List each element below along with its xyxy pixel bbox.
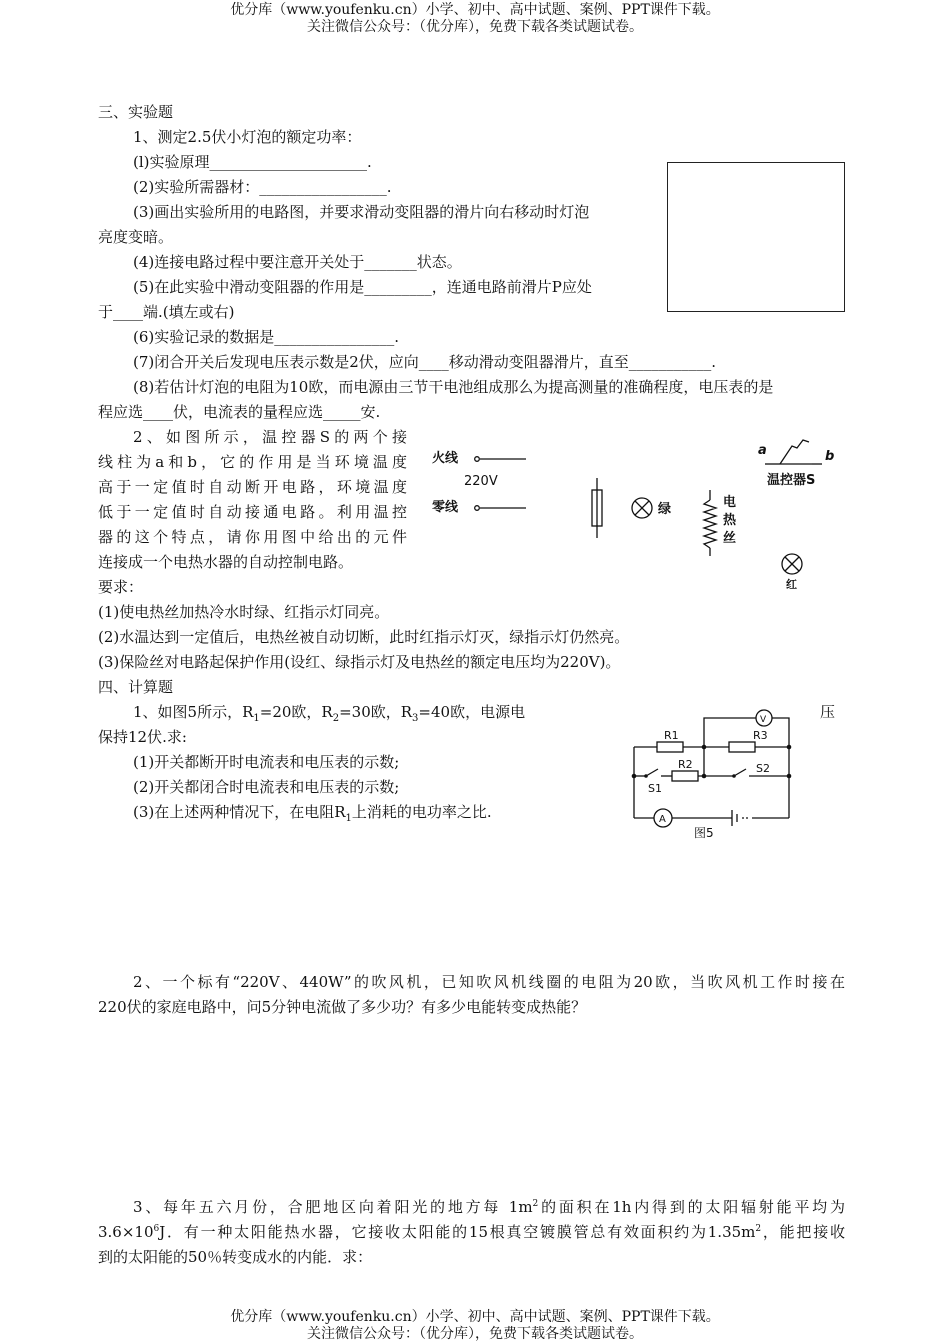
switch-s2	[734, 769, 746, 776]
calc-q1-line-2: 保持12伏.求:	[98, 728, 187, 746]
calc-q1-line-1-tail: 压	[820, 703, 836, 721]
thermostat-label: 温控器S	[767, 473, 816, 488]
heater-label-2: 热	[723, 513, 737, 528]
footer-line-1: 优分库（www.youfenku.cn）小学、初中、高中试题、案例、PPT课件下载。	[230, 1309, 720, 1325]
terminal-b-label: b	[825, 449, 835, 464]
voltmeter-label: V	[760, 715, 767, 725]
section-4-title: 四、计算题	[98, 678, 174, 696]
r3-label: R3	[753, 729, 768, 742]
q2-requirement-2: (2)水温达到一定值后，电热丝被自动切断，此时红指示灯灭，绿指示灯仍然亮。	[98, 628, 630, 646]
q1-part-8a: (8)若估计灯泡的电阻为10欧，而电源由三节干电池组成那么为提高测量的准确程度，电压表的是	[133, 378, 774, 396]
calc-q1-line-1: 1、如图5所示，$R_1=20$欧，$R_2=30$欧，$R_3=40$欧，电源电	[133, 703, 526, 724]
neutral-terminal	[475, 506, 480, 511]
heater-label-3: 丝	[723, 531, 737, 546]
terminal-a-label: a	[758, 443, 767, 458]
q1-part-5b: 于____端.(填左或右)	[98, 303, 235, 321]
green-lamp-label: 绿	[658, 502, 672, 517]
figure-5-circuit	[622, 706, 802, 848]
footer-line-2: 关注微信公众号：（优分库），免费下载各类试题试卷。	[307, 1326, 643, 1342]
section-3-title: 三、实验题	[98, 103, 174, 121]
q1-part-3a: (3)画出实验所用的电路图，并要求滑动变阻器的滑片向右移动时灯泡	[133, 203, 590, 221]
live-wire-label: 火线	[432, 451, 459, 466]
q1-part-3b: 亮度变暗。	[98, 228, 174, 246]
q1-title: 1、测定2.5伏小灯泡的额定功率：	[133, 128, 362, 146]
q1-part-6: (6)实验记录的数据是________________.	[133, 328, 400, 346]
resistor-r3	[729, 742, 755, 752]
calc-q3-line-1: 3、每年五六月份，合肥地区向着阳光的地方每 $1m^2$的面积在1h内得到的太阳辐射能平均为	[133, 1198, 845, 1216]
s1-label: S1	[648, 782, 662, 795]
red-lamp-icon	[782, 554, 802, 574]
r1-label: R1	[664, 729, 679, 742]
calc-q2-line-1: 2、一个标有“220V、440W”的吹风机，已知吹风机线圈的电阻为20欧，当吹风机工作时接在	[133, 973, 845, 991]
calc-q3-line-2: $3.6\times 10^6J$．有一种太阳能热水器，它接收太阳能的15根真空镀膜管总有效面积约为$1.35m^2$，能把接收	[98, 1223, 845, 1241]
resistor-r1	[657, 742, 683, 752]
heater-coil-icon	[704, 490, 716, 556]
r2-label: R2	[678, 758, 693, 771]
header-line-1: 优分库（www.youfenku.cn）小学、初中、高中试题、案例、PPT课件下载。	[230, 2, 720, 18]
calc-q3-line-3: 到的太阳能的50％转变成水的内能．求：	[98, 1248, 373, 1266]
s2-label: S2	[756, 762, 770, 775]
circuit-drawing-box	[667, 162, 845, 312]
q2-requirements-label: 要求：	[98, 578, 144, 596]
q1-part-2: (2)实验所需器材：_________________.	[133, 178, 392, 196]
red-lamp-label: 红	[786, 578, 797, 591]
q2-requirement-3: (3)保险丝对电路起保护作用(设红、绿指示灯及电热丝的额定电压均为220V)。	[98, 653, 621, 671]
q1-part-4: (4)连接电路过程中要注意开关处于_______状态。	[133, 253, 462, 271]
voltage-label: 220V	[464, 474, 498, 489]
calc-q1-sub-2: (2)开关都闭合时电流表和电压表的示数;	[133, 778, 400, 796]
thermostat-switch-icon	[765, 440, 822, 464]
calc-q1-sub-3: (3)在上述两种情况下，在电阻$R_1$上消耗的电功率之比.	[133, 803, 492, 824]
q2-line-4: 低于一定值时自动接通电路。利用温控	[98, 503, 407, 521]
calc-q1-sub-1: (1)开关都断开时电流表和电压表的示数;	[133, 753, 400, 771]
q1-part-8b: 程应选____伏，电流表的量程应选_____安.	[98, 403, 381, 421]
heater-label-1: 电	[723, 495, 737, 510]
q2-line-3: 高于一定值时自动断开电路，环境温度	[98, 478, 407, 496]
live-terminal	[475, 457, 480, 462]
ammeter-label: A	[659, 814, 666, 825]
fuse-icon	[592, 478, 602, 538]
q2-line-6: 连接成一个电热水器的自动控制电路。	[98, 553, 354, 571]
switch-s1	[646, 769, 658, 776]
q2-line-1: 2、如图所示，温控器S的两个接	[133, 428, 407, 446]
resistor-r2	[672, 771, 698, 781]
q1-part-7: (7)闭合开关后发现电压表示数是2伏，应向____移动滑动变阻器滑片，直至___________.	[133, 353, 717, 371]
q2-requirement-1: (1)使电热丝加热冷水时绿、红指示灯同亮。	[98, 603, 390, 621]
header-line-2: 关注微信公众号：（优分库），免费下载各类试题试卷。	[307, 19, 643, 35]
q1-part-1: (l)实验原理_____________________.	[133, 153, 372, 171]
figure-5-caption: 图5	[694, 826, 714, 840]
q2-line-5: 器的这个特点，请你用图中给出的元件	[98, 528, 407, 546]
q2-line-2: 线柱为a和b，它的作用是当环境温度	[98, 453, 407, 471]
q1-part-5a: (5)在此实验中滑动变阻器的作用是_________，连通电路前滑片P应处	[133, 278, 592, 296]
neutral-wire-label: 零线	[432, 500, 459, 515]
thermostat-components-figure	[420, 428, 850, 598]
calc-q2-line-2: 220伏的家庭电路中，问5分钟电流做了多少功？有多少电能转变成热能？	[98, 998, 587, 1016]
green-lamp-icon	[632, 498, 652, 518]
